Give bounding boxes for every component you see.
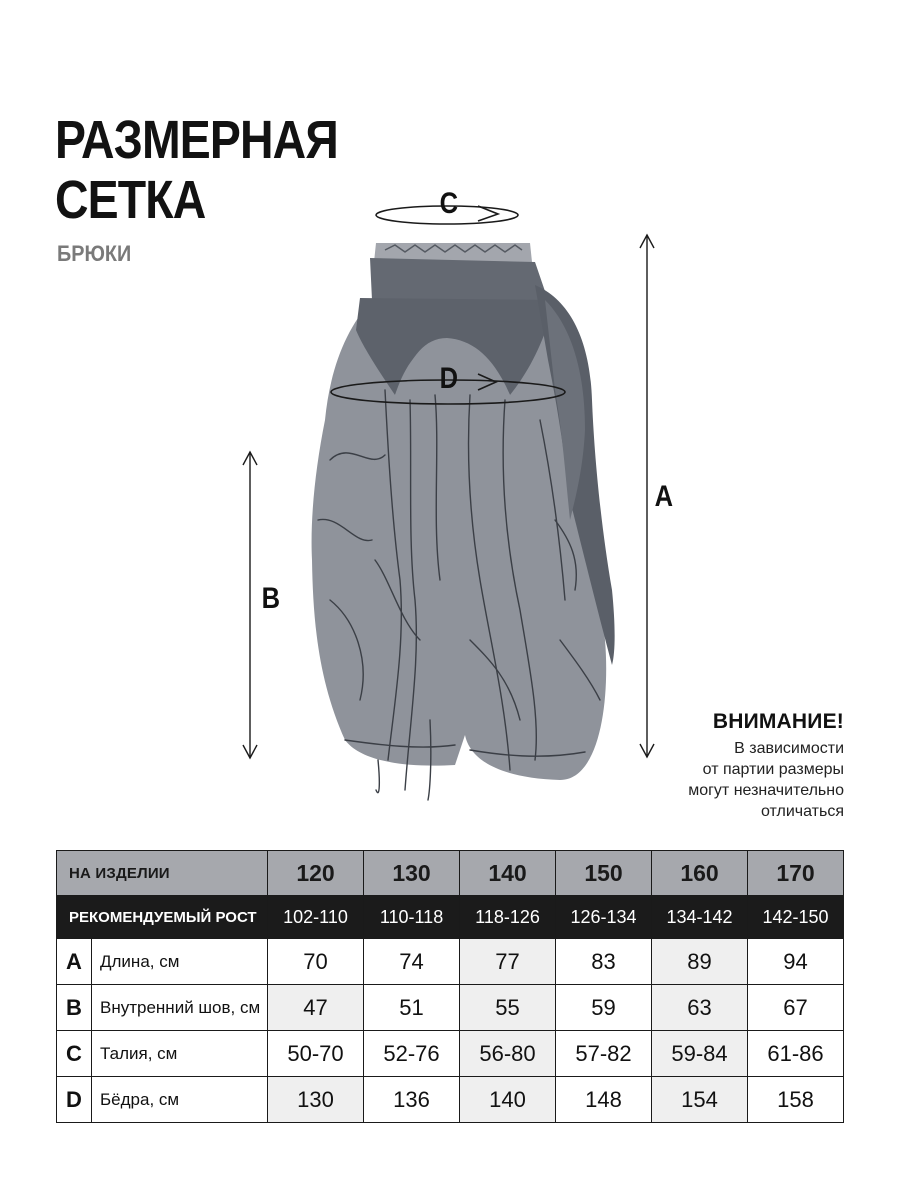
height-cell: 134-142 [652,896,748,939]
size-cell: 150 [556,851,652,896]
size-table [56,850,844,1123]
value-cell: 57-82 [556,1031,652,1077]
table-row [57,939,844,985]
size-header-row [57,851,844,896]
title-line-2: СЕТКА [55,170,206,230]
table-row [57,985,844,1031]
value-cell: 52-76 [364,1031,460,1077]
table-row [57,1077,844,1123]
row-code: B [57,985,92,1031]
row-code: C [57,1031,92,1077]
size-cell: 170 [748,851,844,896]
value-cell: 63 [652,985,748,1031]
value-cell: 70 [268,939,364,985]
value-cell: 47 [268,985,364,1031]
size-cell: 120 [268,851,364,896]
label-a: A [654,480,674,513]
value-cell: 148 [556,1077,652,1123]
value-cell: 140 [460,1077,556,1123]
title-line-1: РАЗМЕРНАЯ [55,110,338,170]
notice-line: могут незначительно [688,782,844,799]
row-name: Талия, см [92,1031,268,1077]
notice-line: В зависимости [734,740,844,757]
length-arrow-icon [640,235,654,757]
size-cell: 160 [652,851,748,896]
label-b: B [261,582,281,615]
value-cell: 83 [556,939,652,985]
value-cell: 67 [748,985,844,1031]
label-d: D [439,362,459,395]
value-cell: 94 [748,939,844,985]
value-cell: 50-70 [268,1031,364,1077]
value-cell: 51 [364,985,460,1031]
inseam-arrow-icon [243,452,257,758]
value-cell: 61-86 [748,1031,844,1077]
size-cell: 130 [364,851,460,896]
value-cell: 56-80 [460,1031,556,1077]
table-row [57,1031,844,1077]
height-row [57,896,844,939]
label-c: C [439,187,459,220]
value-cell: 59 [556,985,652,1031]
value-cell: 154 [652,1077,748,1123]
row-code: D [57,1077,92,1123]
notice-block [688,710,844,822]
value-cell: 59-84 [652,1031,748,1077]
row-name: Длина, см [92,939,268,985]
height-cell: 110-118 [364,896,460,939]
value-cell: 130 [268,1077,364,1123]
height-row-label: РЕКОМЕНДУЕМЫЙ РОСТ [57,896,268,939]
notice-title: ВНИМАНИЕ! [712,710,844,733]
value-cell: 55 [460,985,556,1031]
value-cell: 136 [364,1077,460,1123]
value-cell: 158 [748,1077,844,1123]
value-cell: 77 [460,939,556,985]
size-cell: 140 [460,851,556,896]
notice-line: от партии размеры [702,761,844,778]
height-cell: 118-126 [460,896,556,939]
value-cell: 74 [364,939,460,985]
row-code: A [57,939,92,985]
row-name: Внутренний шов, см [92,985,268,1031]
height-cell: 142-150 [748,896,844,939]
size-header-label: НА ИЗДЕЛИИ [57,851,268,896]
height-cell: 126-134 [556,896,652,939]
page-subtitle: БРЮКИ [57,241,132,266]
value-cell: 89 [652,939,748,985]
height-cell: 102-110 [268,896,364,939]
row-name: Бёдра, см [92,1077,268,1123]
notice-line: отличаться [760,803,844,820]
